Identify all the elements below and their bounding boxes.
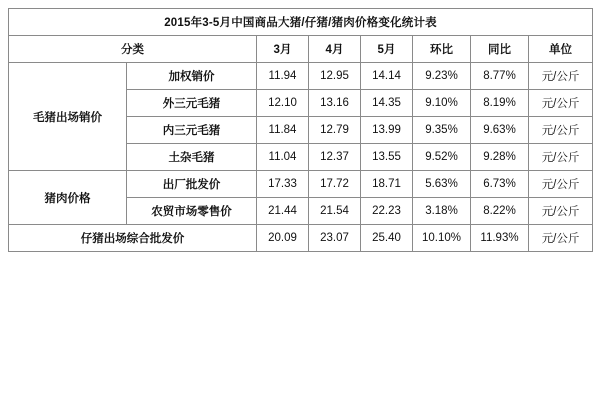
cell-march: 11.84 [257, 117, 309, 144]
row-label-内三元毛猪: 内三元毛猪 [127, 117, 257, 144]
cell-mom: 10.10% [413, 225, 471, 252]
cell-march: 12.10 [257, 90, 309, 117]
cell-may: 22.23 [361, 198, 413, 225]
column-header-unit: 单位 [529, 36, 593, 63]
column-header-april: 4月 [309, 36, 361, 63]
page-title: 2015年3-5月中国商品大猪/仔猪/猪肉价格变化统计表 [9, 9, 593, 36]
table-header-row [9, 36, 593, 63]
table-row [9, 171, 593, 198]
row-label-piglet-wholesale: 仔猪出场综合批发价 [9, 225, 257, 252]
cell-unit: 元/公斤 [529, 63, 593, 90]
cell-yoy: 8.77% [471, 63, 529, 90]
cell-mom: 9.52% [413, 144, 471, 171]
cell-mom: 9.35% [413, 117, 471, 144]
column-header-mom: 环比 [413, 36, 471, 63]
cell-yoy: 8.22% [471, 198, 529, 225]
cell-april: 23.07 [309, 225, 361, 252]
cell-april: 13.16 [309, 90, 361, 117]
column-header-may: 5月 [361, 36, 413, 63]
column-header-march: 3月 [257, 36, 309, 63]
category-label-live-hog: 毛猪出场销价 [9, 63, 127, 171]
cell-unit: 元/公斤 [529, 117, 593, 144]
cell-may: 18.71 [361, 171, 413, 198]
cell-april: 12.95 [309, 63, 361, 90]
cell-may: 14.14 [361, 63, 413, 90]
row-label-外三元毛猪: 外三元毛猪 [127, 90, 257, 117]
table-summary-row [9, 225, 593, 252]
column-header-category: 分类 [9, 36, 257, 63]
column-header-yoy: 同比 [471, 36, 529, 63]
table-title-row [9, 9, 593, 36]
cell-mom: 5.63% [413, 171, 471, 198]
cell-march: 20.09 [257, 225, 309, 252]
cell-mom: 9.10% [413, 90, 471, 117]
cell-unit: 元/公斤 [529, 171, 593, 198]
cell-may: 13.55 [361, 144, 413, 171]
cell-yoy: 9.63% [471, 117, 529, 144]
row-label-土杂毛猪: 土杂毛猪 [127, 144, 257, 171]
table-row [9, 63, 593, 90]
price-statistics-table [8, 8, 593, 252]
row-label-weighted-price: 加权销价 [127, 63, 257, 90]
cell-may: 14.35 [361, 90, 413, 117]
cell-march: 21.44 [257, 198, 309, 225]
cell-unit: 元/公斤 [529, 225, 593, 252]
cell-yoy: 8.19% [471, 90, 529, 117]
cell-may: 13.99 [361, 117, 413, 144]
cell-march: 17.33 [257, 171, 309, 198]
cell-mom: 9.23% [413, 63, 471, 90]
cell-yoy: 9.28% [471, 144, 529, 171]
category-label-pork-price: 猪肉价格 [9, 171, 127, 225]
cell-april: 12.37 [309, 144, 361, 171]
cell-unit: 元/公斤 [529, 90, 593, 117]
row-label-农贸市场零售价: 农贸市场零售价 [127, 198, 257, 225]
cell-april: 17.72 [309, 171, 361, 198]
cell-unit: 元/公斤 [529, 144, 593, 171]
row-label-出厂批发价: 出厂批发价 [127, 171, 257, 198]
cell-march: 11.94 [257, 63, 309, 90]
cell-april: 21.54 [309, 198, 361, 225]
cell-yoy: 11.93% [471, 225, 529, 252]
cell-yoy: 6.73% [471, 171, 529, 198]
cell-may: 25.40 [361, 225, 413, 252]
cell-march: 11.04 [257, 144, 309, 171]
cell-mom: 3.18% [413, 198, 471, 225]
cell-unit: 元/公斤 [529, 198, 593, 225]
cell-april: 12.79 [309, 117, 361, 144]
